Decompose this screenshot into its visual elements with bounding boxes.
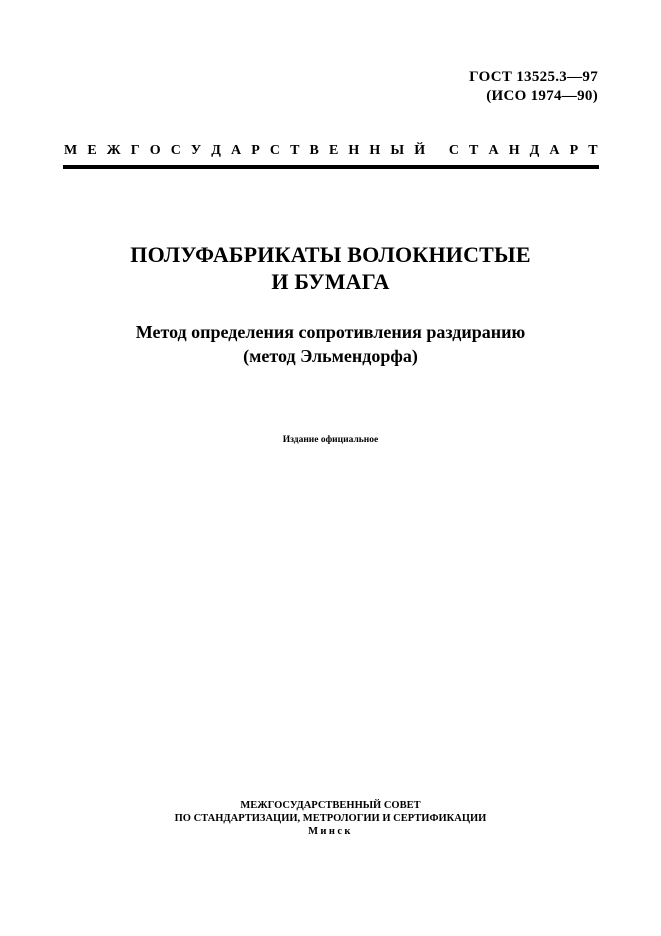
standard-type-letter: Т: [588, 143, 598, 158]
standard-type-letter: Р: [569, 143, 579, 158]
publisher-block: [0, 799, 661, 838]
standard-type-letter: О: [149, 143, 161, 158]
edition-note: Издание официальное: [282, 435, 379, 445]
header-rule: [63, 165, 599, 169]
subtitle: [0, 320, 661, 368]
standard-type-letter: Е: [87, 143, 97, 158]
subtitle-line-2: (метод Эльмендорфа): [243, 346, 418, 366]
standard-type-letter: Д: [211, 143, 221, 158]
iso-number: (ИСО 1974—90): [486, 88, 598, 104]
publisher-line-1: МЕЖГОСУДАРСТВЕННЫЙ СОВЕТ: [240, 800, 421, 811]
standard-type-letter: У: [190, 143, 202, 158]
standard-type-letter: Г: [130, 143, 140, 158]
standard-type-letter: Й: [414, 143, 426, 158]
standard-type-letter: В: [309, 143, 319, 158]
main-title: [0, 241, 661, 295]
standard-type-letter: Ы: [390, 143, 405, 158]
standard-type-letter: Т: [469, 143, 479, 158]
standard-type-letter: М: [64, 143, 78, 158]
main-title-line-1: ПОЛУФАБРИКАТЫ ВОЛОКНИСТЫЕ: [130, 242, 531, 267]
standard-type-letter: Р: [251, 143, 260, 158]
standard-type-letter: С: [170, 143, 181, 158]
standard-type-letter: А: [488, 143, 499, 158]
document-number-block: [469, 68, 598, 106]
gost-number: ГОСТ 13525.3—97: [469, 69, 598, 85]
standard-type-letter: А: [549, 143, 560, 158]
standard-type-letter: Ж: [106, 143, 121, 158]
publisher-city: Минск: [308, 826, 353, 837]
standard-type-heading: [64, 143, 598, 159]
subtitle-line-1: Метод определения сопротивления раздиранию: [135, 322, 526, 342]
standard-type-letter: Е: [328, 143, 339, 158]
standard-type-letter: Н: [508, 143, 520, 158]
standard-type-letter: [435, 143, 439, 159]
standard-type-letter: С: [269, 143, 281, 158]
standard-type-letter: Н: [369, 143, 381, 158]
main-title-line-2: И БУМАГА: [271, 269, 390, 294]
standard-type-letter: А: [231, 143, 242, 158]
publisher-line-2: ПО СТАНДАРТИЗАЦИИ, МЕТРОЛОГИИ И СЕРТИФИКАЦИИ: [174, 813, 487, 824]
standard-type-letter: Т: [290, 143, 300, 158]
standard-type-letter: Д: [529, 143, 540, 158]
standard-type-letter: С: [448, 143, 459, 158]
standard-type-letter: Н: [348, 143, 360, 158]
